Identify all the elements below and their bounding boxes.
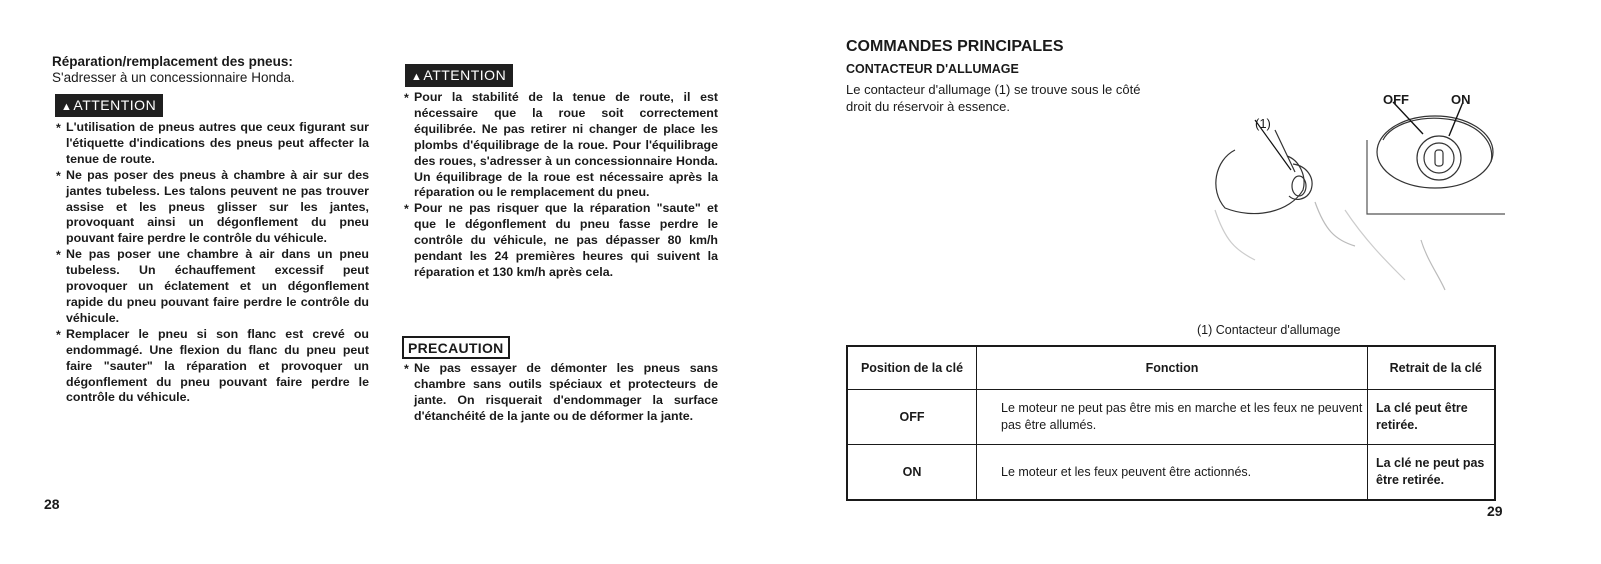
label-off: OFF <box>1383 92 1409 107</box>
precaution-list <box>404 361 718 425</box>
figure-caption: (1) Contacteur d'allumage <box>1197 323 1341 337</box>
list-item: * L'utilisation de pneus autres que ceux figurant sur l'étiquette d'indications des pneus peut affecter la tenue de route. <box>56 120 369 168</box>
warning-triangle-icon: ▲ <box>61 101 73 113</box>
repair-subtext: S'adresser à un concessionnaire Honda. <box>52 70 295 85</box>
header-position: Position de la clé <box>847 346 977 390</box>
attention-label-2: ATTENTION <box>423 67 507 83</box>
list-item: * Pour ne pas risquer que la réparation "saute" et que le dégonflement du pneu fasse perdre le contrôle du véhicule, ne pas dépasser 80 km/h pendant les 24 premières heures qui suivent la réparation et 130 km/h après cela. <box>404 201 718 281</box>
page-number-left: 28 <box>44 496 60 512</box>
cell-position: OFF <box>847 390 977 445</box>
cell-position: ON <box>847 445 977 501</box>
section-subtitle: CONTACTEUR D'ALLUMAGE <box>846 62 1019 76</box>
table-row <box>847 445 1495 501</box>
warning-triangle-icon: ▲ <box>411 71 423 83</box>
table-header-row <box>847 346 1495 390</box>
page-number-right: 29 <box>1487 503 1503 519</box>
label-on: ON <box>1451 92 1471 107</box>
header-function: Fonction <box>977 346 1368 390</box>
cell-removal: La clé peut être retirée. <box>1368 390 1496 445</box>
list-item: * Pour la stabilité de la tenue de route, il est nécessaire que la roue soit correctement équilibrée. Ne pas retirer ni changer de place les plombs d'équilibrage de la roue. Pour l'équilibrage des roues, s'adresser à un concessionnaire Honda. Un équilibrage de la roue est nécessaire après la réparation ou le remplacement du pneu. <box>404 90 718 201</box>
repair-heading: Réparation/remplacement des pneus: <box>52 54 293 69</box>
callout-1: (1) <box>1255 116 1271 131</box>
ignition-illustration <box>1195 90 1515 310</box>
precaution-badge: PRECAUTION <box>402 336 510 359</box>
intro-text: Le contacteur d'allumage (1) se trouve sous le côté droit du réservoir à essence. <box>846 82 1141 114</box>
attention-list-1 <box>56 120 369 406</box>
page-title: COMMANDES PRINCIPALES <box>846 38 1064 55</box>
attention-label-1: ATTENTION <box>73 97 157 113</box>
ignition-switch-figure <box>1195 90 1515 310</box>
list-item: * Ne pas poser des pneus à chambre à air sur des jantes tubeless. Les talons peuvent ne pas trouver assise et les pneus glisser sur les jantes, provoquant ainsi un dégonflement du pneu pouvant faire perdre le contrôle du véhicule. <box>56 168 369 248</box>
attention-list-2 <box>404 90 718 281</box>
cell-removal: La clé ne peut pas être retirée. <box>1368 445 1496 501</box>
attention-badge-1 <box>55 94 163 117</box>
key-position-table <box>846 345 1496 501</box>
table-row <box>847 390 1495 445</box>
list-item: * Ne pas poser une chambre à air dans un pneu tubeless. Un échauffement excessif peut provoquer un éclatement et un dégonflement rapide du pneu pouvant faire perdre le contrôle du véhicule. <box>56 247 369 327</box>
list-item: * Ne pas essayer de démonter les pneus sans chambre sans outils spéciaux et protecteurs de jante. On risquerait d'endommager la surface d'étanchéité de la jante ou de déformer la jante. <box>404 361 718 425</box>
cell-function: Le moteur ne peut pas être mis en marche et les feux ne peuvent pas être allumés. <box>977 390 1368 445</box>
header-removal: Retrait de la clé <box>1368 346 1496 390</box>
cell-function: Le moteur et les feux peuvent être actionnés. <box>977 445 1368 501</box>
attention-badge-2 <box>405 64 513 87</box>
list-item: * Remplacer le pneu si son flanc est crevé ou endommagé. Une flexion du flanc du pneu peut faire "sauter" la réparation et provoquer un dégonflement du pneu pouvant faire perdre le contrôle du véhicule. <box>56 327 369 407</box>
